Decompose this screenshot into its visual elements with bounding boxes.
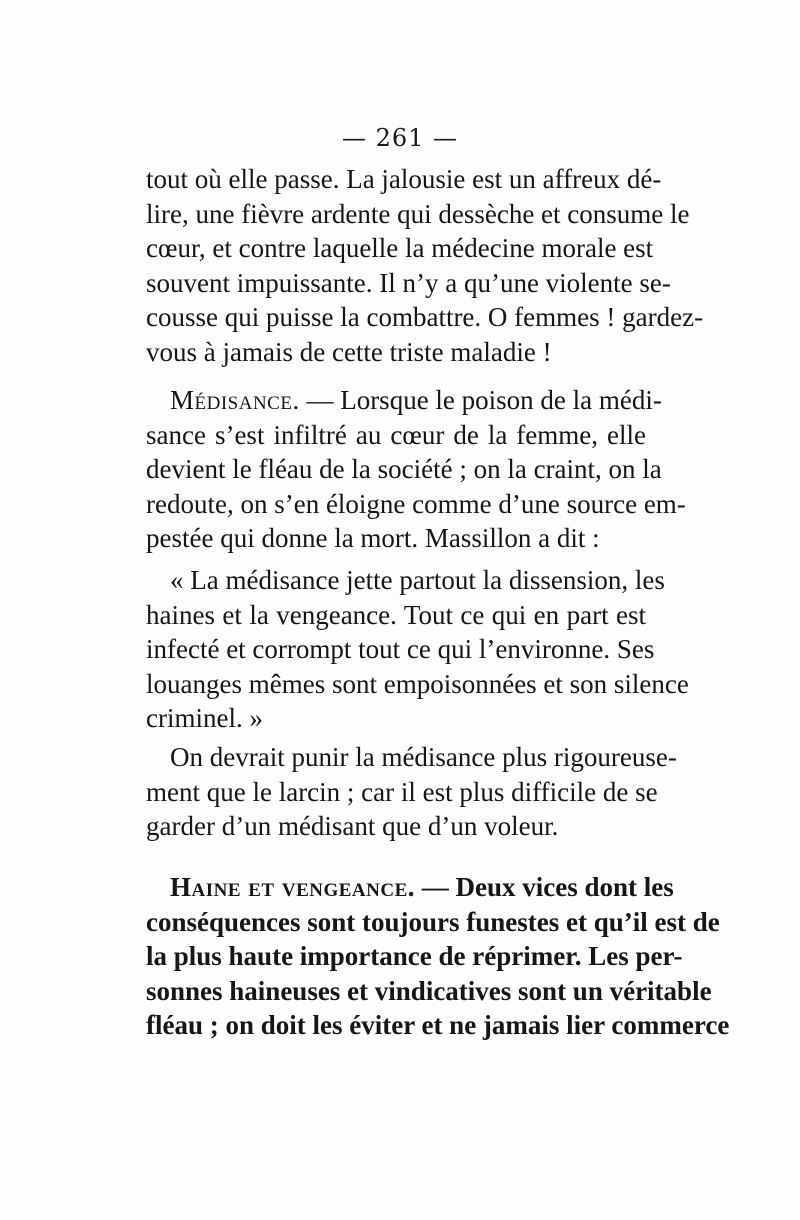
text-line: la plus haute importance de réprimer. Les per- [146, 941, 683, 971]
text-line: vous à jamais de cette triste maladie ! [146, 336, 552, 367]
text-line: garder d’un médisant que d’un voleur. [146, 811, 559, 841]
paragraph-jalousie [146, 162, 704, 369]
heading-continuation: — Deux vices dont les [415, 872, 674, 902]
heading-continuation: — Lorsque le poison de la médi- [299, 385, 662, 415]
page-number: — 261 — [341, 124, 459, 152]
text-line: « La médisance jette partout la dissension, les [170, 565, 665, 595]
text-line: conséquences sont toujours funestes et qu’il est de [146, 906, 720, 937]
section-heading-haine: Haine et vengeance. [170, 872, 416, 902]
paragraph-punir [146, 740, 677, 844]
paragraph-quotation-massillon [146, 563, 689, 736]
paragraph-medisance [146, 383, 686, 556]
paragraph-haine-vengeance [146, 870, 730, 1043]
text-line: On devrait punir la médisance plus rigoureuse- [170, 742, 677, 772]
text-line: redoute, on s’en éloigne comme d’une source em- [146, 488, 686, 519]
text-line: devient le fléau de la société ; on la craint, on la [146, 454, 662, 484]
text-line: sance s’est infiltré au cœur de la femme, elle [146, 419, 646, 450]
text-line: sonnes haineuses et vindicatives sont un véritable [146, 975, 712, 1006]
text-line: pestée qui donne la mort. Massillon a dit : [146, 523, 600, 553]
text-line: cousse qui puisse la combattre. O femmes ! gardez- [146, 302, 704, 332]
text-line: louanges mêmes sont empoisonnées et son silence [146, 668, 689, 699]
text-line [146, 870, 674, 905]
text-line [146, 383, 662, 418]
section-heading-medisance: Médisance. [170, 385, 300, 415]
text-line: infecté et corrompt tout ce qui l’environne. Ses [146, 634, 655, 664]
text-line: tout où elle passe. La jalousie est un affreux dé- [146, 164, 662, 194]
text-line: fléau ; on doit les éviter et ne jamais lier commerce [146, 1010, 730, 1040]
text-line: lire, une fièvre ardente qui dessèche et consume le [146, 198, 690, 229]
text-line: haines et la vengeance. Tout ce qui en part est [146, 599, 646, 630]
text-line: cœur, et contre laquelle la médecine morale est [146, 233, 654, 263]
text-line: souvent impuissante. Il n’y a qu’une violente se- [146, 267, 671, 298]
text-line: ment que le larcin ; car il est plus difficile de se [146, 776, 658, 807]
text-line: criminel. » [146, 703, 263, 733]
